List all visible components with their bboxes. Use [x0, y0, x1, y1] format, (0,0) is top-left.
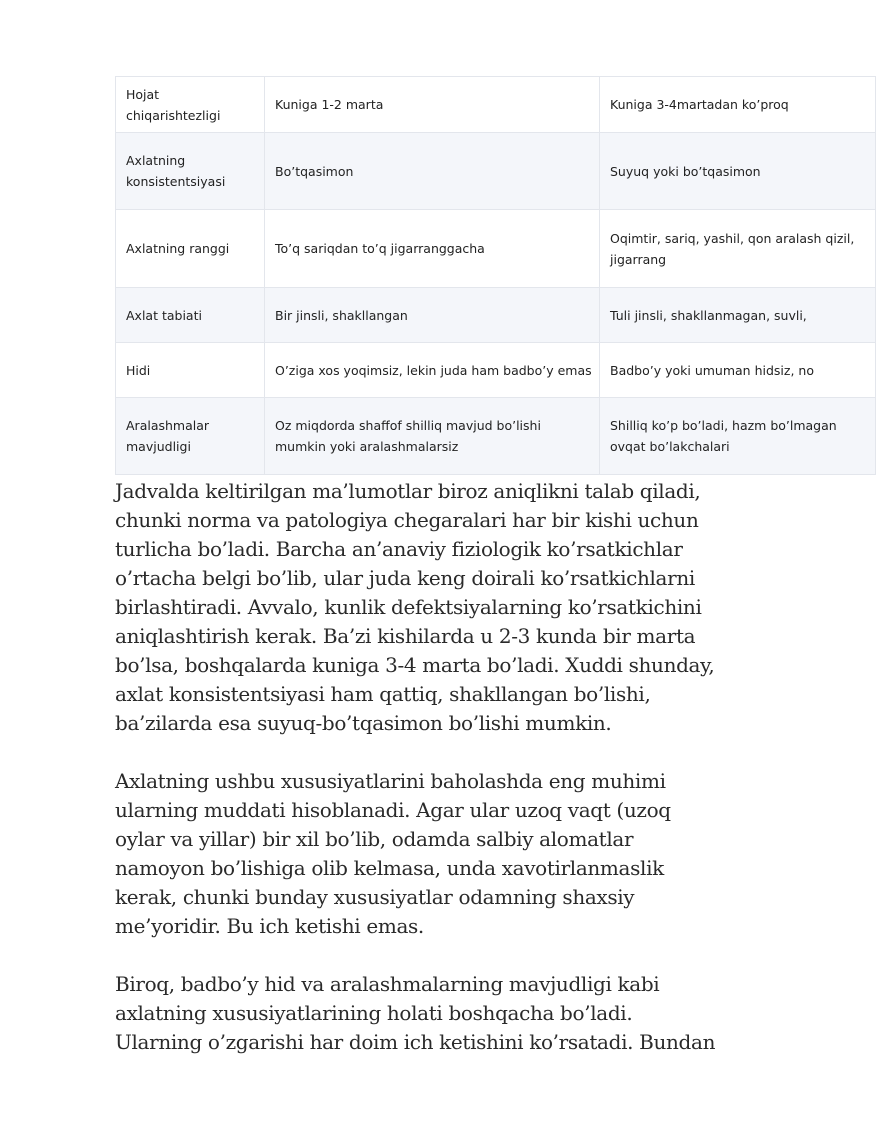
- text-line: oylar va yillar) bir xil bo’lib, odamda salbiy alomatlar: [115, 827, 634, 851]
- text-line: Ularning o’zgarishi har doim ich ketishini ko’rsatadi. Bundan: [115, 1030, 716, 1054]
- row-label: Hojat chiqarishtezligi: [116, 77, 265, 133]
- table-row: [116, 210, 876, 288]
- table-row: [116, 288, 876, 343]
- pathology-cell: Badbo’y yoki umuman hidsiz, no: [600, 343, 876, 398]
- text-line: ba’zilarda esa suyuq-bo’tqasimon bo’lishi mumkin.: [115, 711, 612, 735]
- text-line: me’yoridir. Bu ich ketishi emas.: [115, 914, 424, 938]
- paragraph: [115, 970, 800, 1057]
- row-label: Axlatning konsistentsiyasi: [116, 133, 265, 210]
- text-line: Axlatning ushbu xususiyatlarini baholashda eng muhimi: [115, 769, 666, 793]
- norm-cell: To’q sariqdan to’q jigarranggacha: [265, 210, 600, 288]
- text-line: axlatning xususiyatlarining holati boshqacha bo’ladi.: [115, 1001, 633, 1025]
- pathology-cell: Suyuq yoki bo’tqasimon: [600, 133, 876, 210]
- pathology-cell: Oqimtir, sariq, yashil, qon aralash qizil, jigarrang: [600, 210, 876, 288]
- pathology-cell: Shilliq ko’p bo’ladi, hazm bo’lmagan ovqat bo’lakchalari: [600, 398, 876, 475]
- text-line: o’rtacha belgi bo’lib, ular juda keng doirali ko’rsatkichlarni: [115, 566, 695, 590]
- table-row: [116, 343, 876, 398]
- table-row: [116, 398, 876, 475]
- table-row: [116, 77, 876, 133]
- comparison-table-container: [115, 76, 855, 475]
- text-line: bo’lsa, boshqalarda kuniga 3-4 marta bo’ladi. Xuddi shunday,: [115, 653, 715, 677]
- text-line: Jadvalda keltirilgan ma’lumotlar biroz aniqlikni talab qiladi,: [115, 479, 701, 503]
- text-line: Biroq, badbo’y hid va aralashmalarning mavjudligi kabi: [115, 972, 660, 996]
- norm-cell: Oz miqdorda shaffof shilliq mavjud bo’lishi mumkin yoki aralashmalarsiz: [265, 398, 600, 475]
- norm-cell: O’ziga xos yoqimsiz, lekin juda ham badbo’y emas: [265, 343, 600, 398]
- text-line: aniqlashtirish kerak. Ba’zi kishilarda u 2-3 kunda bir marta: [115, 624, 696, 648]
- comparison-table: [115, 76, 876, 475]
- text-line: namoyon bo’lishiga olib kelmasa, unda xavotirlanmaslik: [115, 856, 664, 880]
- row-label: Hidi: [116, 343, 265, 398]
- row-label: Axlat tabiati: [116, 288, 265, 343]
- text-line: axlat konsistentsiyasi ham qattiq, shakllangan bo’lishi,: [115, 682, 651, 706]
- text-line: kerak, chunki bunday xususiyatlar odamning shaxsiy: [115, 885, 635, 909]
- table-row: [116, 133, 876, 210]
- paragraph: [115, 767, 800, 941]
- norm-cell: Bir jinsli, shakllangan: [265, 288, 600, 343]
- row-label: Axlatning ranggi: [116, 210, 265, 288]
- norm-cell: Kuniga 1-2 marta: [265, 77, 600, 133]
- text-line: birlashtiradi. Avvalo, kunlik defektsiyalarning ko’rsatkichini: [115, 595, 702, 619]
- article-body: [115, 477, 800, 1086]
- text-line: chunki norma va patologiya chegaralari har bir kishi uchun: [115, 508, 699, 532]
- row-label: Aralashmalar mavjudligi: [116, 398, 265, 475]
- text-line: turlicha bo’ladi. Barcha an’anaviy fiziologik ko’rsatkichlar: [115, 537, 683, 561]
- pathology-cell: Tuli jinsli, shakllanmagan, suvli,: [600, 288, 876, 343]
- text-line: ularning muddati hisoblanadi. Agar ular uzoq vaqt (uzoq: [115, 798, 671, 822]
- pathology-cell: Kuniga 3-4martadan ko’proq: [600, 77, 876, 133]
- paragraph: [115, 477, 800, 738]
- norm-cell: Bo’tqasimon: [265, 133, 600, 210]
